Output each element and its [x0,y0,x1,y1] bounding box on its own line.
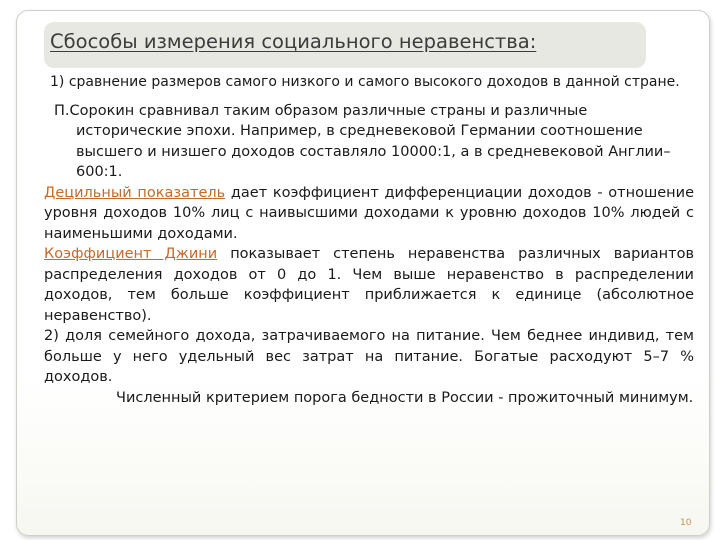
paragraph-gini [44,244,694,326]
page-number: 10 [680,518,692,528]
decile-text: дает коэффициент дифференциации доходов - отношение уровня доходов 10% лиц с наивысшими доходами к уровню доходов 10% людей с наименьшими доходами. [44,184,694,242]
gini-link[interactable]: Коэффициент Джини [44,246,218,262]
paragraph-poverty-threshold: Численный критерием порога бедности в России - прожиточный минимум. [116,389,694,406]
paragraph-income-range: 1) сравнение размеров самого низкого и самого высокого доходов в данной стране. [50,74,680,90]
paragraph-decile [44,183,694,245]
gini-text: показывает степень неравенства различных вариантов распределения доходов от 0 до 1. Чем выше неравенство в распределении доходов, тем больше коэффициент приближается к единице (абсолютное неравенство). [44,246,694,324]
decile-link[interactable]: Децильный показатель [44,184,226,201]
slide-content [44,68,694,408]
paragraph-sorokin: П.Сорокин сравнивал таким образом различные страны и различные исторические эпохи. Например, в средневековой Германии соотношение высшего и низшего доходов составляло 10000:1, а в средневековой Англии– 600:1. [54,102,671,180]
slide-title: Сбособы измерения социального неравенства: [50,30,537,53]
paragraph-food-share: 2) доля семейного дохода, затрачиваемого на питание. Чем беднее индивид, тем больше у него удельный вес затрат на питание. Богатые расходуют 5–7 % доходов. [44,328,694,385]
